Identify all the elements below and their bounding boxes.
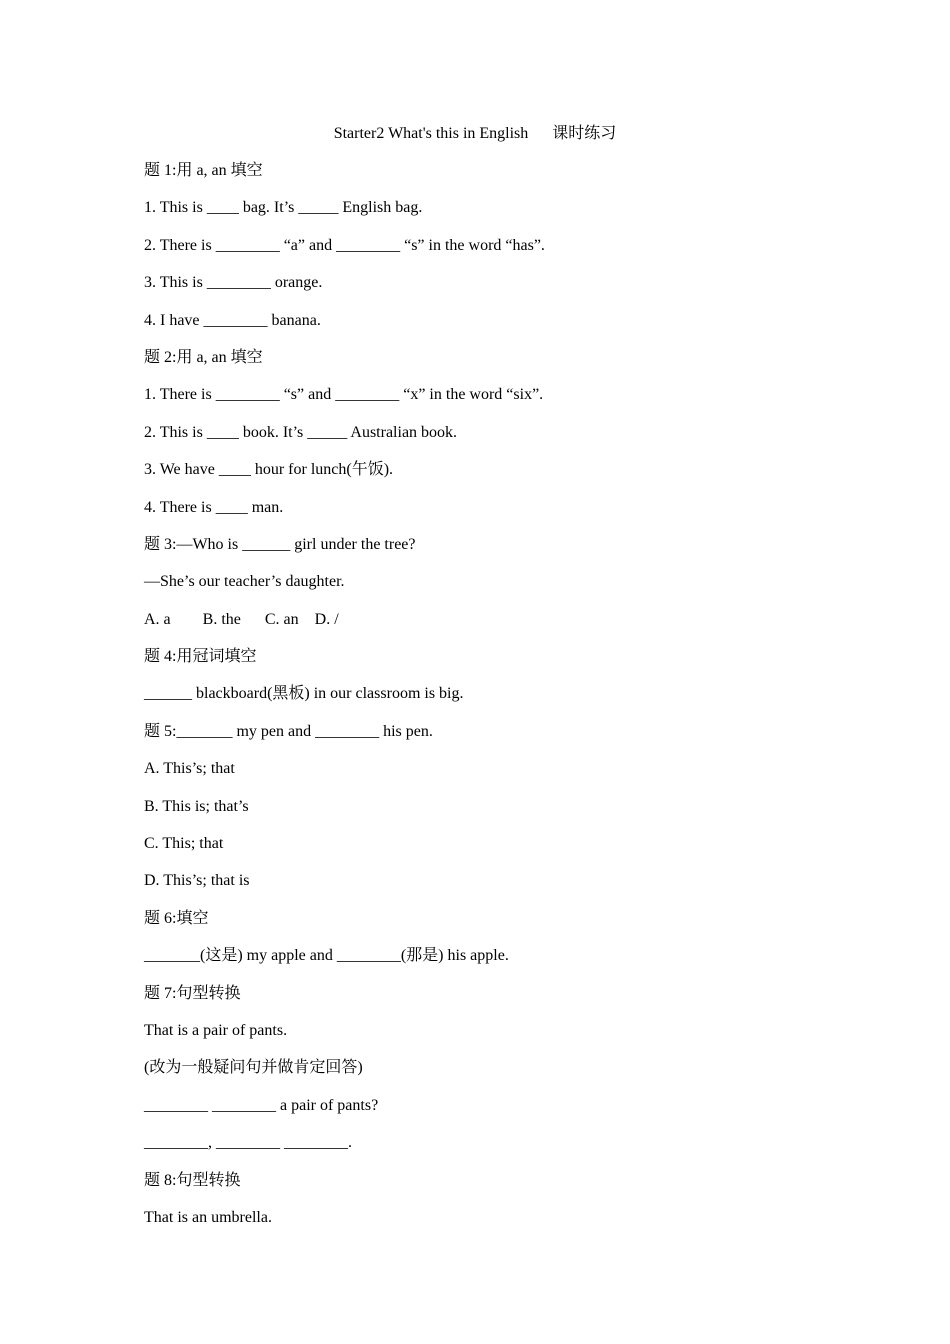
question-1-item-1: 1. This is ____ bag. It’s _____ English bag.	[144, 199, 423, 217]
question-5-option-a: A. This’s; that	[144, 760, 235, 778]
question-3-prompt: 题 3:—Who is ______ girl under the tree?	[144, 535, 416, 553]
question-1-item-4: 4. I have ________ banana.	[144, 311, 321, 329]
question-2-item-2: 2. This is ____ book. It’s _____ Australian book.	[144, 423, 458, 441]
question-5-option-c: C. This; that	[144, 835, 224, 853]
question-8-heading: 题 8:句型转换	[144, 1171, 241, 1189]
exercise-body	[144, 160, 844, 1244]
question-5-option-d: D. This’s; that is	[144, 872, 250, 890]
question-1-item-2: 2. There is ________ “a” and ________ “s” in the word “has”.	[144, 236, 545, 254]
question-3-options: A. a B. the C. an D. /	[144, 610, 339, 628]
question-7-blank-question: ________ ________ a pair of pants?	[144, 1096, 379, 1114]
question-7-sentence: That is a pair of pants.	[144, 1021, 288, 1039]
question-6-item: _______(这是) my apple and ________(那是) his apple.	[144, 947, 509, 965]
question-2-heading: 题 2:用 a, an 填空	[144, 348, 263, 366]
question-1-heading: 题 1:用 a, an 填空	[144, 162, 263, 179]
question-7-instruction: (改为一般疑问句并做肯定回答)	[144, 1059, 363, 1077]
question-7-blank-answer: ________, ________ ________.	[144, 1134, 352, 1152]
question-3-response: —She’s our teacher’s daughter.	[144, 573, 345, 591]
question-5-prompt: 题 5:_______ my pen and ________ his pen.	[144, 722, 433, 740]
question-4-heading: 题 4:用冠词填空	[144, 648, 257, 666]
question-6-heading: 题 6:填空	[144, 909, 209, 927]
document-title: Starter2 What's this in English 课时练习	[333, 125, 617, 142]
question-4-item: ______ blackboard(黑板) in our classroom is big.	[144, 685, 464, 703]
question-2-item-4: 4. There is ____ man.	[144, 498, 284, 516]
question-5-option-b: B. This is; that’s	[144, 797, 249, 815]
question-2-item-1: 1. There is ________ “s” and ________ “x” in the word “six”.	[144, 386, 544, 404]
question-8-sentence: That is an umbrella.	[144, 1208, 272, 1226]
question-7-heading: 题 7:句型转换	[144, 984, 241, 1002]
question-2-item-3: 3. We have ____ hour for lunch(午饭).	[144, 461, 394, 479]
question-1-item-3: 3. This is ________ orange.	[144, 274, 323, 292]
